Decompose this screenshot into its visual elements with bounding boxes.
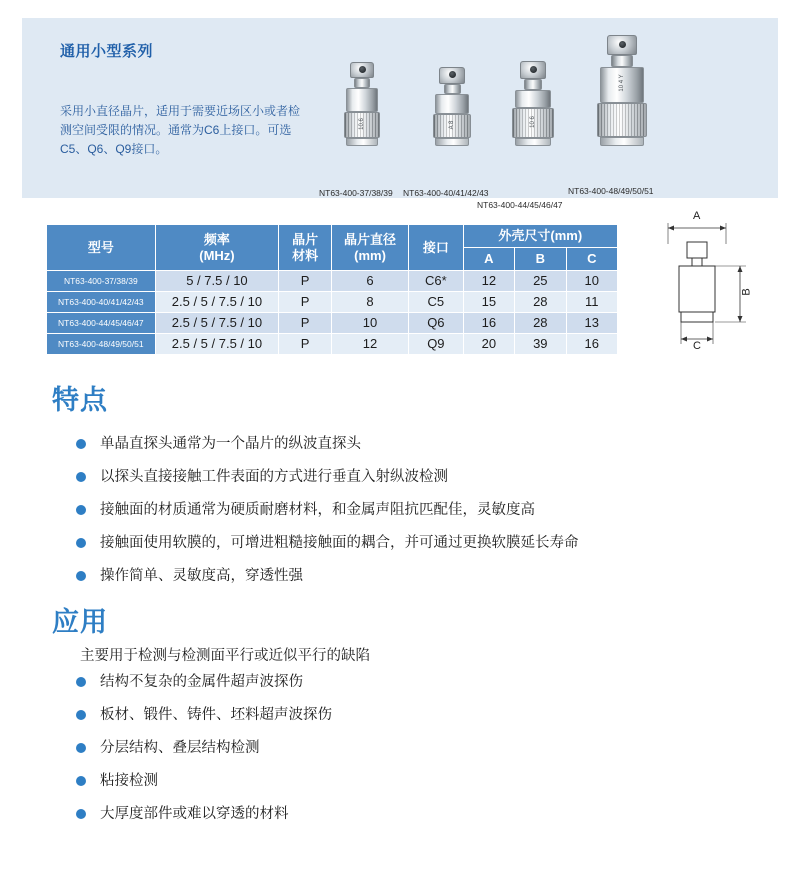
probe-label-2: NT63-400-40/41/42/43 bbox=[403, 188, 489, 198]
features-heading: 特点 bbox=[52, 385, 108, 415]
bullet-dot-icon bbox=[76, 776, 86, 786]
header-frequency-line2: (MHz) bbox=[199, 247, 235, 263]
specification-table bbox=[46, 224, 618, 355]
probe-neck-3 bbox=[524, 79, 542, 90]
table-row bbox=[47, 334, 618, 355]
list-item bbox=[74, 566, 734, 586]
applications-intro: 主要用于检测与检测面平行或近似平行的缺陷 bbox=[80, 648, 370, 664]
probe-face-3 bbox=[515, 138, 551, 146]
features-list bbox=[74, 434, 734, 599]
list-item-label: 粘接检测 bbox=[100, 773, 158, 789]
bullet-dot-icon bbox=[76, 809, 86, 819]
cell-dim-b: 28 bbox=[515, 313, 566, 334]
hero-description: 采用小直径晶片，适用于需要近场区小或者检测空间受限的情况。通常为C6上接口。可选C5、Q6、Q9接口。 bbox=[60, 104, 301, 156]
probe-connector-2 bbox=[439, 67, 465, 84]
cell-diameter: 6 bbox=[331, 271, 408, 292]
bullet-dot-icon bbox=[76, 505, 86, 515]
cell-dim-c: 10 bbox=[566, 271, 617, 292]
header-material-line1: 晶片 bbox=[292, 231, 319, 247]
header-housing-dimensions: 外壳尺寸(mm) bbox=[463, 225, 617, 248]
header-interface: 接口 bbox=[409, 225, 464, 271]
cell-dim-a: 16 bbox=[463, 313, 514, 334]
probe-neck-2 bbox=[444, 84, 461, 94]
probe-label-4: NT63-400-48/49/50/51 bbox=[568, 186, 654, 196]
list-item bbox=[74, 705, 734, 725]
table-row bbox=[47, 271, 618, 292]
cell-frequency: 2.5 / 5 / 7.5 / 10 bbox=[155, 334, 279, 355]
header-model: 型号 bbox=[47, 225, 156, 271]
cell-diameter: 8 bbox=[331, 292, 408, 313]
probe-knurl-4 bbox=[597, 103, 647, 137]
dimension-drawing-svg bbox=[630, 214, 782, 362]
header-dim-a: A bbox=[463, 248, 514, 271]
list-item-label: 结构不复杂的金属件超声波探伤 bbox=[100, 674, 303, 690]
cell-dim-b: 25 bbox=[515, 271, 566, 292]
bullet-dot-icon bbox=[76, 439, 86, 449]
list-item bbox=[74, 672, 734, 692]
header-material-line2: 材料 bbox=[292, 247, 319, 263]
table-row bbox=[47, 313, 618, 334]
list-item-label: 大厚度部件或难以穿透的材料 bbox=[100, 806, 289, 822]
header-dim-c: C bbox=[566, 248, 617, 271]
cell-interface: Q6 bbox=[409, 313, 464, 334]
table-header-row bbox=[47, 225, 618, 248]
bullet-dot-icon bbox=[76, 743, 86, 753]
probe-image-2 bbox=[412, 67, 492, 146]
probe-face-4 bbox=[600, 137, 644, 146]
cell-diameter: 12 bbox=[331, 334, 408, 355]
cell-model: NT63-400-37/38/39 bbox=[47, 271, 156, 292]
probe-face-2 bbox=[435, 138, 469, 146]
cell-interface: Q9 bbox=[409, 334, 464, 355]
header-diameter-line1: 晶片直径 bbox=[344, 231, 397, 247]
list-item-label: 接触面使用软膜的，可增进粗糙接触面的耦合，并可通过更换软膜延长寿命 bbox=[100, 535, 579, 551]
list-item bbox=[74, 434, 734, 454]
cell-interface: C5 bbox=[409, 292, 464, 313]
cell-interface: C6* bbox=[409, 271, 464, 292]
bullet-dot-icon bbox=[76, 472, 86, 482]
list-item-label: 接触面的材质通常为硬质耐磨材料，和金属声阻抗匹配佳，灵敏度高 bbox=[100, 502, 535, 518]
probe-knurl-1: 10.6 bbox=[344, 112, 380, 138]
list-item bbox=[74, 804, 734, 824]
bullet-dot-icon bbox=[76, 571, 86, 581]
cell-diameter: 10 bbox=[331, 313, 408, 334]
probe-body-4: 10 4 Y bbox=[600, 67, 644, 103]
header-crystal-material bbox=[279, 225, 332, 271]
dimension-label-b: B bbox=[740, 288, 753, 296]
bullet-dot-icon bbox=[76, 538, 86, 548]
list-item bbox=[74, 500, 734, 520]
cell-dim-c: 11 bbox=[566, 292, 617, 313]
cell-frequency: 2.5 / 5 / 7.5 / 10 bbox=[155, 313, 279, 334]
probe-knurl-2: A 8 bbox=[433, 114, 471, 138]
applications-list bbox=[74, 672, 734, 837]
cell-frequency: 2.5 / 5 / 7.5 / 10 bbox=[155, 292, 279, 313]
list-item bbox=[74, 467, 734, 487]
cell-frequency: 5 / 7.5 / 10 bbox=[155, 271, 279, 292]
table-row bbox=[47, 292, 618, 313]
probe-face-1 bbox=[346, 138, 378, 146]
list-item bbox=[74, 771, 734, 791]
probe-image-4 bbox=[574, 35, 670, 146]
probe-image-1 bbox=[322, 62, 402, 146]
cell-dim-b: 39 bbox=[515, 334, 566, 355]
header-dim-b: B bbox=[515, 248, 566, 271]
probe-label-1: NT63-400-37/38/39 bbox=[319, 188, 393, 198]
probe-label-3: NT63-400-44/45/46/47 bbox=[477, 200, 563, 210]
dimension-label-c: C bbox=[693, 340, 701, 352]
cell-model: NT63-400-44/45/46/47 bbox=[47, 313, 156, 334]
cell-dim-c: 16 bbox=[566, 334, 617, 355]
applications-heading: 应用 bbox=[52, 607, 108, 637]
cell-dim-a: 15 bbox=[463, 292, 514, 313]
list-item-label: 单晶直探头通常为一个晶片的纵波直探头 bbox=[100, 436, 361, 452]
dimension-label-a: A bbox=[693, 210, 701, 222]
list-item-label: 操作简单、灵敏度高，穿透性强 bbox=[100, 568, 303, 584]
cell-dim-b: 28 bbox=[515, 292, 566, 313]
header-crystal-diameter bbox=[331, 225, 408, 271]
list-item-label: 分层结构、叠层结构检测 bbox=[100, 740, 260, 756]
probe-connector-1 bbox=[350, 62, 374, 78]
list-item bbox=[74, 533, 734, 553]
header-frequency bbox=[155, 225, 279, 271]
list-item-label: 以探头直接接触工件表面的方式进行垂直入射纵波检测 bbox=[100, 469, 448, 485]
bullet-dot-icon bbox=[76, 677, 86, 687]
header-diameter-line2: (mm) bbox=[354, 247, 386, 263]
cell-dim-a: 20 bbox=[463, 334, 514, 355]
list-item-label: 板材、锻件、铸件、坯料超声波探伤 bbox=[100, 707, 332, 723]
dimension-drawing bbox=[630, 210, 782, 362]
cell-material: P bbox=[279, 292, 332, 313]
cell-model: NT63-400-48/49/50/51 bbox=[47, 334, 156, 355]
header-frequency-line1: 频率 bbox=[203, 231, 230, 247]
cell-dim-c: 13 bbox=[566, 313, 617, 334]
list-item bbox=[74, 738, 734, 758]
cell-material: P bbox=[279, 334, 332, 355]
probe-connector-3 bbox=[520, 61, 546, 79]
probe-neck-1 bbox=[354, 78, 370, 88]
probe-image-3 bbox=[490, 61, 576, 146]
hero-banner bbox=[22, 18, 778, 210]
cell-material: P bbox=[279, 271, 332, 292]
bullet-dot-icon bbox=[76, 710, 86, 720]
cell-dim-a: 12 bbox=[463, 271, 514, 292]
cell-material: P bbox=[279, 313, 332, 334]
probe-knurl-3: 10 6 bbox=[512, 108, 554, 138]
hero-title: 通用小型系列 bbox=[60, 43, 154, 60]
cell-model: NT63-400-40/41/42/43 bbox=[47, 292, 156, 313]
probe-connector-4 bbox=[607, 35, 637, 55]
